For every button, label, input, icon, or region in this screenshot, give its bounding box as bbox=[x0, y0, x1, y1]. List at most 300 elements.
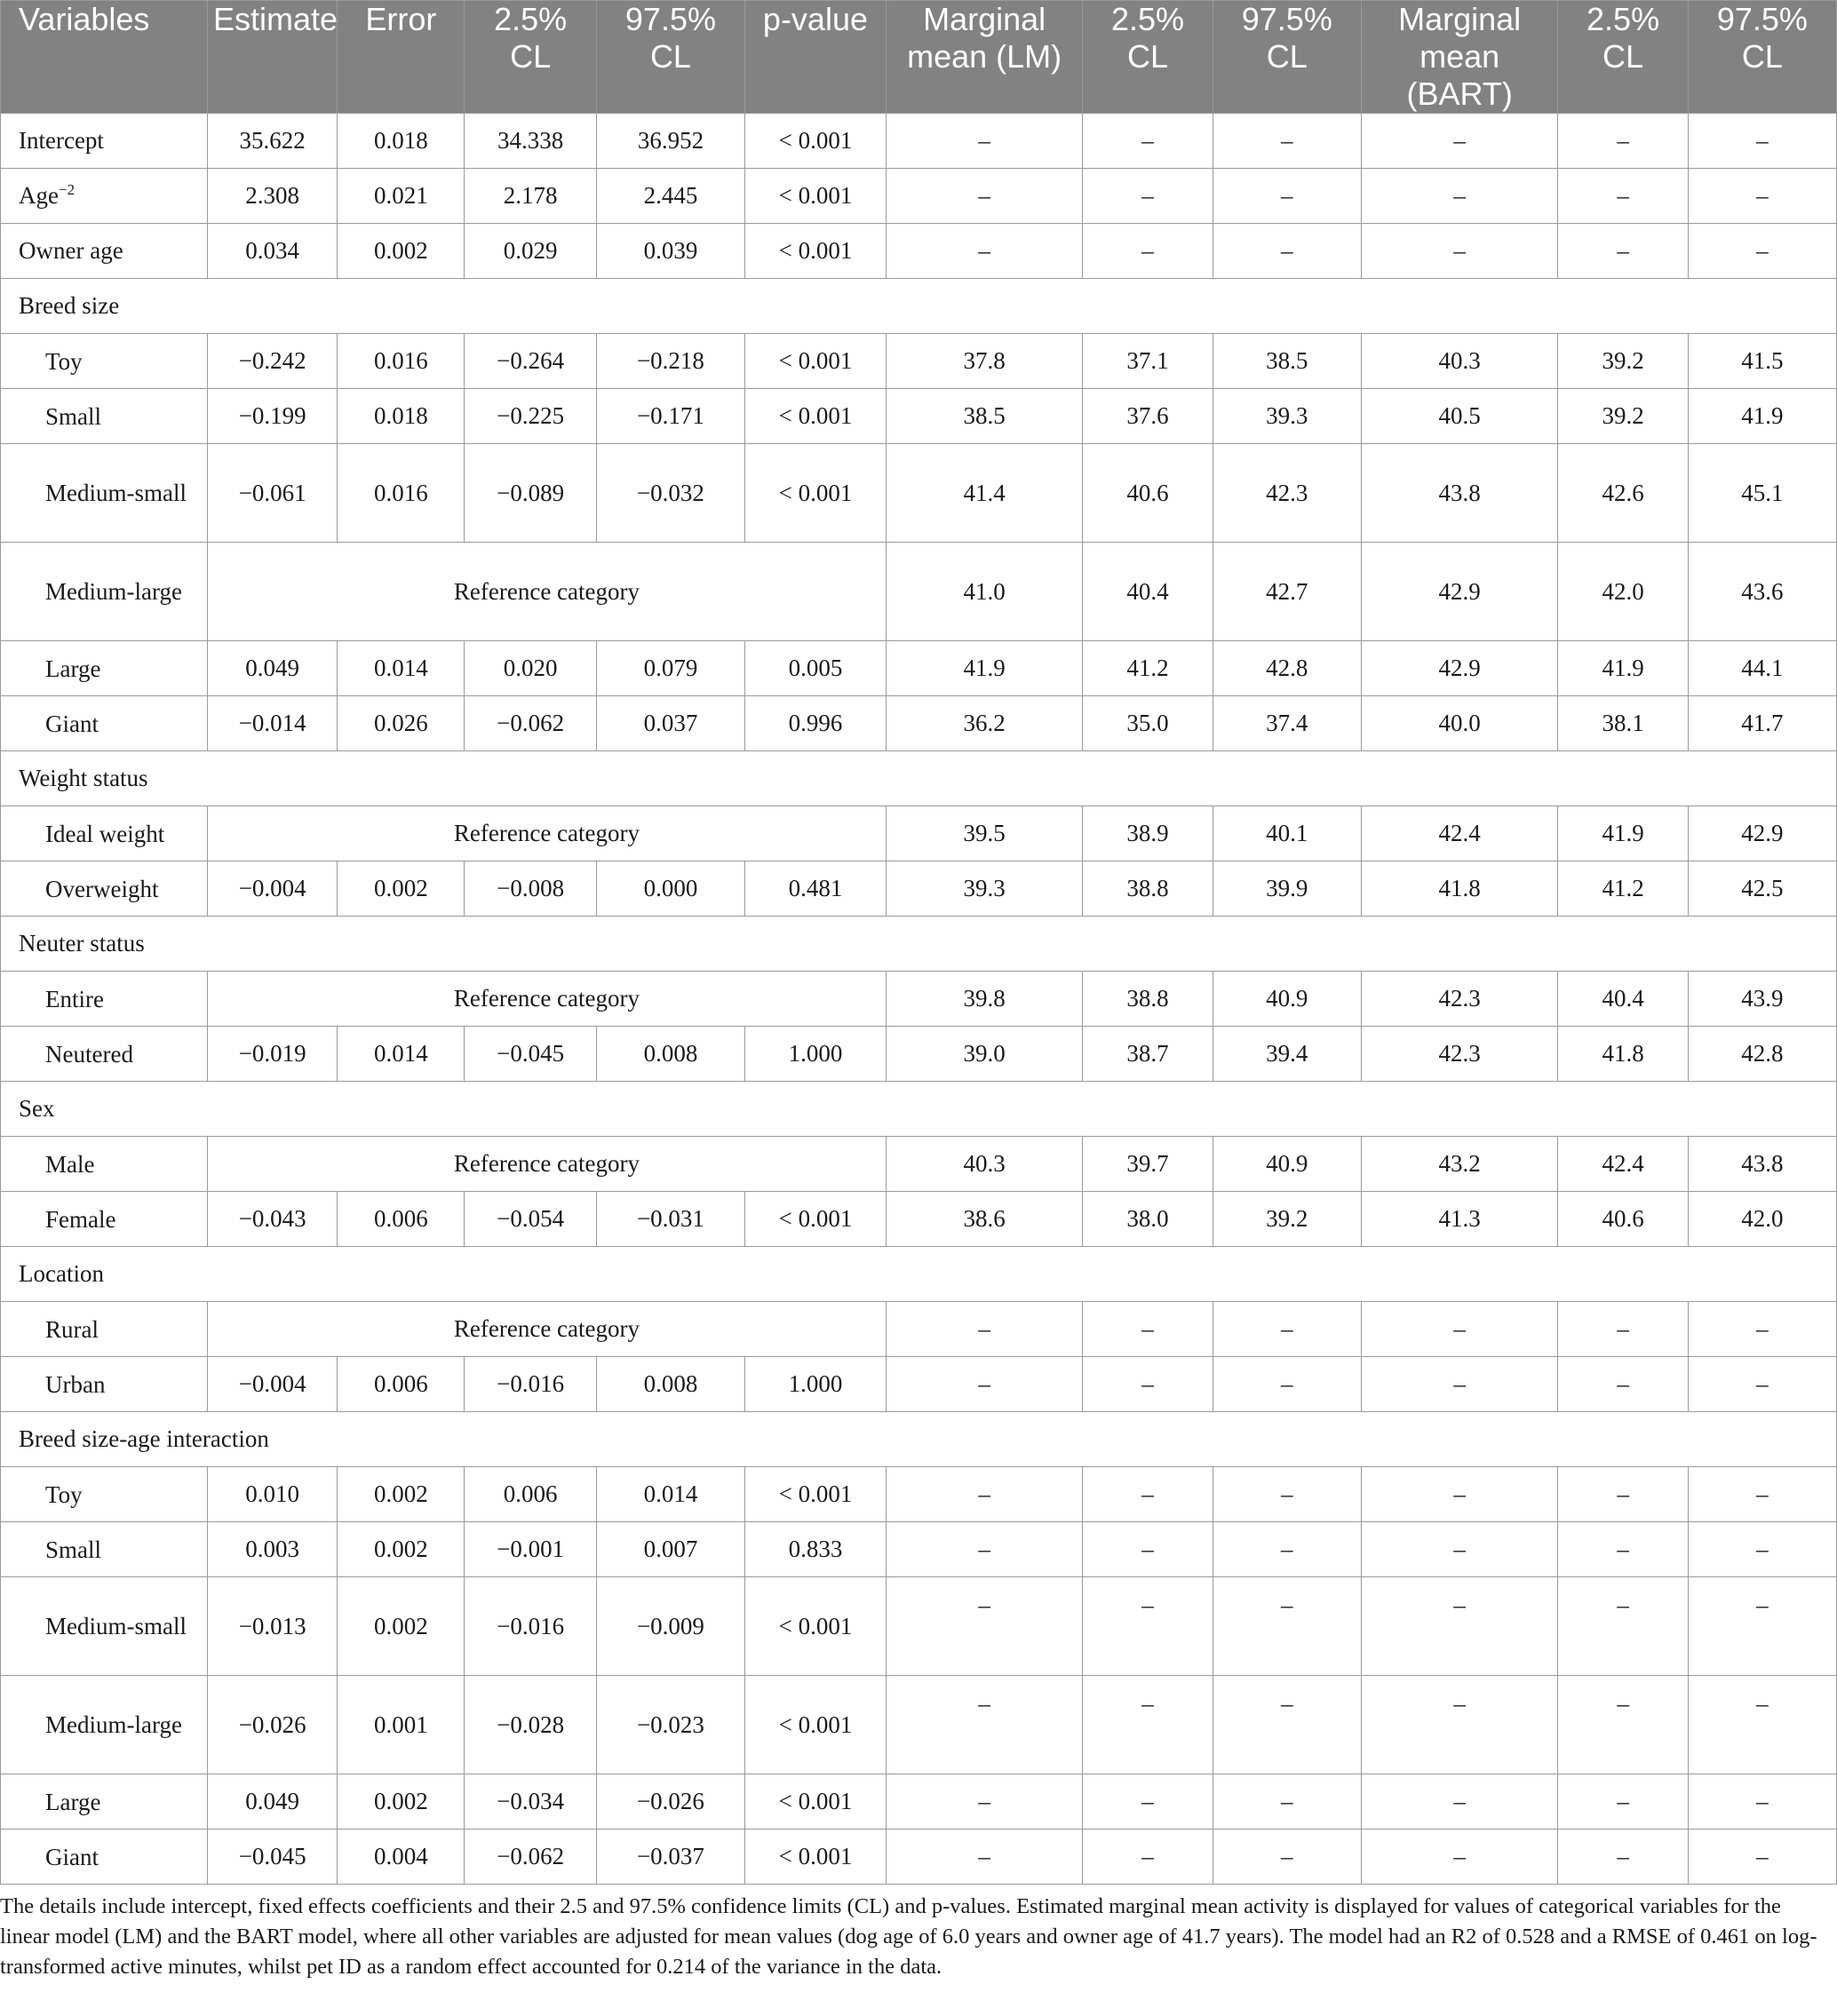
value-cell: 44.1 bbox=[1688, 641, 1836, 696]
reference-category-cell: Reference category bbox=[208, 1302, 887, 1357]
row-label bbox=[1, 224, 208, 279]
value-cell: 41.8 bbox=[1558, 1027, 1688, 1082]
value-cell: – bbox=[1558, 1774, 1688, 1829]
value-cell: – bbox=[1558, 1829, 1688, 1885]
value-cell: 0.002 bbox=[338, 1467, 465, 1522]
table-row bbox=[1, 1302, 1837, 1357]
reference-category-cell: Reference category bbox=[208, 972, 887, 1027]
value-cell: 40.6 bbox=[1083, 444, 1213, 543]
table-row bbox=[1, 1192, 1837, 1247]
value-cell: −0.037 bbox=[596, 1829, 744, 1885]
value-cell: 0.000 bbox=[596, 861, 744, 917]
section-row bbox=[1, 1412, 1837, 1467]
value-cell: −0.032 bbox=[596, 444, 744, 543]
value-cell: 0.001 bbox=[338, 1676, 465, 1774]
value-cell: – bbox=[1361, 224, 1558, 279]
value-cell: < 0.001 bbox=[745, 1774, 887, 1829]
value-cell: −0.008 bbox=[465, 861, 596, 917]
value-cell: 41.9 bbox=[1688, 389, 1836, 444]
value-cell: 37.1 bbox=[1083, 334, 1213, 389]
value-cell: 0.018 bbox=[338, 114, 465, 169]
value-cell: 1.000 bbox=[745, 1027, 887, 1082]
value-cell: −0.218 bbox=[596, 334, 744, 389]
value-cell: – bbox=[1558, 1577, 1688, 1676]
header-estimate: Estimate bbox=[208, 1, 338, 114]
value-cell: 38.8 bbox=[1083, 861, 1213, 917]
value-cell: 0.079 bbox=[596, 641, 744, 696]
value-cell: 39.2 bbox=[1558, 389, 1688, 444]
value-cell: < 0.001 bbox=[745, 1467, 887, 1522]
value-cell: – bbox=[886, 1522, 1083, 1577]
value-cell: – bbox=[886, 1829, 1083, 1885]
value-cell: 41.7 bbox=[1688, 696, 1836, 751]
value-cell: – bbox=[1213, 1774, 1361, 1829]
header-error: Error bbox=[338, 1, 465, 114]
value-cell: 42.8 bbox=[1213, 641, 1361, 696]
table-row bbox=[1, 334, 1837, 389]
row-label bbox=[1, 972, 208, 1027]
table-row bbox=[1, 543, 1837, 641]
header-row bbox=[1, 1, 1837, 114]
header-lower-cl: 2.5% CL bbox=[465, 1, 596, 114]
table-row bbox=[1, 444, 1837, 543]
row-label-text: Toy bbox=[45, 1480, 83, 1508]
row-label-text: Small bbox=[45, 1536, 102, 1563]
value-cell: – bbox=[1558, 1467, 1688, 1522]
table-row bbox=[1, 1774, 1837, 1829]
value-cell: – bbox=[1361, 1577, 1558, 1676]
value-cell: 40.0 bbox=[1361, 696, 1558, 751]
value-cell: – bbox=[1361, 1522, 1558, 1577]
value-cell: – bbox=[1213, 1577, 1361, 1676]
value-cell: −0.045 bbox=[465, 1027, 596, 1082]
value-cell: – bbox=[1558, 1522, 1688, 1577]
value-cell: 40.5 bbox=[1361, 389, 1558, 444]
table-header bbox=[1, 1, 1837, 114]
row-label-text: Giant bbox=[45, 710, 99, 737]
value-cell: 39.0 bbox=[886, 1027, 1083, 1082]
value-cell: – bbox=[1083, 1577, 1213, 1676]
value-cell: – bbox=[1213, 1357, 1361, 1412]
row-label bbox=[1, 444, 208, 543]
value-cell: 0.004 bbox=[338, 1829, 465, 1885]
value-cell: – bbox=[1361, 169, 1558, 224]
row-label bbox=[1, 114, 208, 169]
value-cell: 0.005 bbox=[745, 641, 887, 696]
header-upper-cl: 97.5% CL bbox=[596, 1, 744, 114]
value-cell: – bbox=[886, 1357, 1083, 1412]
row-label-superscript: −2 bbox=[58, 181, 76, 198]
value-cell: – bbox=[1558, 114, 1688, 169]
value-cell: – bbox=[1083, 169, 1213, 224]
section-label: Breed size bbox=[1, 279, 1837, 334]
value-cell: – bbox=[1688, 114, 1836, 169]
value-cell: < 0.001 bbox=[745, 1192, 887, 1247]
value-cell: 0.016 bbox=[338, 334, 465, 389]
value-cell: 42.0 bbox=[1558, 543, 1688, 641]
value-cell: 41.2 bbox=[1083, 641, 1213, 696]
value-cell: – bbox=[1083, 1467, 1213, 1522]
value-cell: 43.8 bbox=[1688, 1137, 1836, 1192]
row-label bbox=[1, 1357, 208, 1412]
value-cell: 0.002 bbox=[338, 1522, 465, 1577]
row-label bbox=[1, 1774, 208, 1829]
row-label-text: Medium-small bbox=[45, 480, 187, 506]
value-cell: 0.002 bbox=[338, 1774, 465, 1829]
value-cell: 38.1 bbox=[1558, 696, 1688, 751]
row-label-text: Ideal weight bbox=[45, 820, 165, 847]
value-cell: – bbox=[1083, 1357, 1213, 1412]
value-cell: 40.1 bbox=[1213, 806, 1361, 861]
value-cell: – bbox=[886, 1676, 1083, 1774]
value-cell: −0.264 bbox=[465, 334, 596, 389]
value-cell: 36.2 bbox=[886, 696, 1083, 751]
value-cell: 39.9 bbox=[1213, 861, 1361, 917]
row-label bbox=[1, 1027, 208, 1082]
value-cell: 0.006 bbox=[465, 1467, 596, 1522]
row-label bbox=[1, 1676, 208, 1774]
value-cell: < 0.001 bbox=[745, 1676, 887, 1774]
row-label bbox=[1, 389, 208, 444]
value-cell: – bbox=[1083, 114, 1213, 169]
value-cell: 40.9 bbox=[1213, 972, 1361, 1027]
header-lm-lower-cl: 2.5% CL bbox=[1083, 1, 1213, 114]
row-label bbox=[1, 696, 208, 751]
value-cell: 0.006 bbox=[338, 1192, 465, 1247]
value-cell: −0.062 bbox=[465, 696, 596, 751]
value-cell: 41.8 bbox=[1361, 861, 1558, 917]
row-label bbox=[1, 334, 208, 389]
value-cell: 42.0 bbox=[1688, 1192, 1836, 1247]
table-row bbox=[1, 696, 1837, 751]
section-label: Weight status bbox=[1, 751, 1837, 806]
value-cell: 0.020 bbox=[465, 641, 596, 696]
value-cell: – bbox=[1558, 224, 1688, 279]
value-cell: −0.019 bbox=[208, 1027, 338, 1082]
table-row bbox=[1, 1676, 1837, 1774]
value-cell: 2.445 bbox=[596, 169, 744, 224]
value-cell: – bbox=[1688, 1829, 1836, 1885]
value-cell: 41.9 bbox=[1558, 641, 1688, 696]
value-cell: 42.3 bbox=[1361, 1027, 1558, 1082]
value-cell: −0.026 bbox=[596, 1774, 744, 1829]
value-cell: – bbox=[1213, 1302, 1361, 1357]
value-cell: 40.9 bbox=[1213, 1137, 1361, 1192]
value-cell: – bbox=[1213, 1522, 1361, 1577]
value-cell: 0.002 bbox=[338, 861, 465, 917]
value-cell: – bbox=[1213, 169, 1361, 224]
row-label bbox=[1, 1522, 208, 1577]
value-cell: −0.043 bbox=[208, 1192, 338, 1247]
value-cell: 0.006 bbox=[338, 1357, 465, 1412]
value-cell: – bbox=[1688, 1302, 1836, 1357]
value-cell: −0.054 bbox=[465, 1192, 596, 1247]
value-cell: 39.3 bbox=[886, 861, 1083, 917]
value-cell: 38.7 bbox=[1083, 1027, 1213, 1082]
value-cell: 40.4 bbox=[1558, 972, 1688, 1027]
value-cell: – bbox=[886, 224, 1083, 279]
header-marginal-mean-bart: Marginal mean (BART) bbox=[1361, 1, 1558, 114]
value-cell: −0.026 bbox=[208, 1676, 338, 1774]
table-row bbox=[1, 972, 1837, 1027]
table-row bbox=[1, 114, 1837, 169]
value-cell: 0.996 bbox=[745, 696, 887, 751]
table-caption: The details include intercept, fixed effects coefficients and their 2.5 and 97.5% confidence limits (CL) and p-values. Estimated marginal mean activity is displayed for values of categorical variables for the linear model (LM) and the BART model, where all other variables are adjusted for mean values (dog age of 6.0 years and owner age of 41.7 years). The model had an R2 of 0.528 and a RMSE of 0.461 on log-transformed active minutes, whilst pet ID as a random effect accounted for 0.214 of the variance in the data. bbox=[0, 1894, 1817, 1979]
value-cell: 39.7 bbox=[1083, 1137, 1213, 1192]
row-label-text: Overweight bbox=[45, 875, 159, 902]
value-cell: 41.5 bbox=[1688, 334, 1836, 389]
row-label-text: Giant bbox=[45, 1843, 99, 1870]
table-row bbox=[1, 1357, 1837, 1412]
row-label-text: Female bbox=[45, 1205, 116, 1233]
value-cell: 1.000 bbox=[745, 1357, 887, 1412]
value-cell: 42.7 bbox=[1213, 543, 1361, 641]
value-cell: 42.9 bbox=[1361, 641, 1558, 696]
value-cell: – bbox=[1688, 1676, 1836, 1774]
value-cell: 42.4 bbox=[1558, 1137, 1688, 1192]
value-cell: 0.021 bbox=[338, 169, 465, 224]
row-label-text: Medium-large bbox=[45, 1711, 182, 1738]
value-cell: 35.0 bbox=[1083, 696, 1213, 751]
value-cell: < 0.001 bbox=[745, 444, 887, 543]
value-cell: 0.481 bbox=[745, 861, 887, 917]
value-cell: 39.4 bbox=[1213, 1027, 1361, 1082]
value-cell: 40.3 bbox=[886, 1137, 1083, 1192]
value-cell: 41.3 bbox=[1361, 1192, 1558, 1247]
row-label-text: Intercept bbox=[19, 127, 104, 154]
row-label-text: Medium-small bbox=[45, 1613, 187, 1639]
table-row bbox=[1, 1027, 1837, 1082]
value-cell: – bbox=[1361, 1829, 1558, 1885]
value-cell: 0.049 bbox=[208, 641, 338, 696]
value-cell: – bbox=[886, 114, 1083, 169]
value-cell: < 0.001 bbox=[745, 389, 887, 444]
value-cell: −0.009 bbox=[596, 1577, 744, 1676]
value-cell: – bbox=[1688, 1522, 1836, 1577]
value-cell: −0.016 bbox=[465, 1357, 596, 1412]
value-cell: – bbox=[1688, 224, 1836, 279]
row-label-text: Age bbox=[19, 182, 59, 209]
value-cell: 39.8 bbox=[886, 972, 1083, 1027]
value-cell: 37.6 bbox=[1083, 389, 1213, 444]
value-cell: – bbox=[1361, 1467, 1558, 1522]
table-row bbox=[1, 1829, 1837, 1885]
value-cell: – bbox=[1083, 1774, 1213, 1829]
row-label-text: Rural bbox=[45, 1315, 99, 1343]
header-bart-lower-cl: 2.5% CL bbox=[1558, 1, 1688, 114]
value-cell: 42.3 bbox=[1213, 444, 1361, 543]
value-cell: – bbox=[886, 1774, 1083, 1829]
value-cell: −0.045 bbox=[208, 1829, 338, 1885]
value-cell: – bbox=[1558, 169, 1688, 224]
value-cell: 38.9 bbox=[1083, 806, 1213, 861]
header-marginal-mean-lm: Marginal mean (LM) bbox=[886, 1, 1083, 114]
value-cell: −0.242 bbox=[208, 334, 338, 389]
value-cell: 0.016 bbox=[338, 444, 465, 543]
value-cell: 0.037 bbox=[596, 696, 744, 751]
row-label-text: Large bbox=[45, 1788, 101, 1815]
value-cell: – bbox=[1361, 1357, 1558, 1412]
row-label bbox=[1, 806, 208, 861]
table-row bbox=[1, 1467, 1837, 1522]
value-cell: −0.028 bbox=[465, 1676, 596, 1774]
value-cell: 39.2 bbox=[1213, 1192, 1361, 1247]
value-cell: −0.171 bbox=[596, 389, 744, 444]
section-row bbox=[1, 751, 1837, 806]
header-lm-upper-cl: 97.5% CL bbox=[1213, 1, 1361, 114]
value-cell: −0.014 bbox=[208, 696, 338, 751]
value-cell: −0.199 bbox=[208, 389, 338, 444]
table-row bbox=[1, 389, 1837, 444]
value-cell: – bbox=[1361, 1302, 1558, 1357]
value-cell: 41.9 bbox=[1558, 806, 1688, 861]
value-cell: 43.9 bbox=[1688, 972, 1836, 1027]
value-cell: 37.8 bbox=[886, 334, 1083, 389]
value-cell: – bbox=[1688, 1467, 1836, 1522]
reference-category-cell: Reference category bbox=[208, 806, 887, 861]
value-cell: 43.6 bbox=[1688, 543, 1836, 641]
value-cell: 42.3 bbox=[1361, 972, 1558, 1027]
table-row bbox=[1, 1522, 1837, 1577]
value-cell: 40.3 bbox=[1361, 334, 1558, 389]
header-variables: Variables bbox=[1, 1, 208, 114]
value-cell: 42.9 bbox=[1688, 806, 1836, 861]
value-cell: – bbox=[1213, 1467, 1361, 1522]
value-cell: – bbox=[1083, 1302, 1213, 1357]
value-cell: −0.034 bbox=[465, 1774, 596, 1829]
value-cell: – bbox=[1213, 1676, 1361, 1774]
value-cell: 2.178 bbox=[465, 169, 596, 224]
value-cell: −0.001 bbox=[465, 1522, 596, 1577]
value-cell: 38.6 bbox=[886, 1192, 1083, 1247]
value-cell: 42.9 bbox=[1361, 543, 1558, 641]
value-cell: – bbox=[1213, 1829, 1361, 1885]
value-cell: 0.007 bbox=[596, 1522, 744, 1577]
value-cell: 41.4 bbox=[886, 444, 1083, 543]
row-label-text: Urban bbox=[45, 1370, 106, 1398]
row-label-text: Owner age bbox=[19, 237, 123, 264]
value-cell: – bbox=[886, 169, 1083, 224]
value-cell: < 0.001 bbox=[745, 1577, 887, 1676]
row-label bbox=[1, 1577, 208, 1676]
value-cell: < 0.001 bbox=[745, 334, 887, 389]
row-label bbox=[1, 1192, 208, 1247]
section-row bbox=[1, 917, 1837, 972]
value-cell: – bbox=[1083, 1522, 1213, 1577]
value-cell: – bbox=[1361, 1676, 1558, 1774]
value-cell: 38.5 bbox=[1213, 334, 1361, 389]
header-bart-upper-cl: 97.5% CL bbox=[1688, 1, 1836, 114]
table-body bbox=[1, 114, 1837, 1885]
value-cell: 43.2 bbox=[1361, 1137, 1558, 1192]
value-cell: 0.034 bbox=[208, 224, 338, 279]
section-label: Location bbox=[1, 1247, 1837, 1302]
value-cell: 42.6 bbox=[1558, 444, 1688, 543]
value-cell: −0.061 bbox=[208, 444, 338, 543]
table-row bbox=[1, 1137, 1837, 1192]
header-p-value: p-value bbox=[745, 1, 887, 114]
table-row bbox=[1, 169, 1837, 224]
value-cell: 39.5 bbox=[886, 806, 1083, 861]
value-cell: – bbox=[886, 1302, 1083, 1357]
section-row bbox=[1, 1082, 1837, 1137]
row-label-text: Toy bbox=[45, 347, 83, 375]
section-label: Neuter status bbox=[1, 917, 1837, 972]
value-cell: < 0.001 bbox=[745, 114, 887, 169]
section-row bbox=[1, 279, 1837, 334]
value-cell: – bbox=[1361, 114, 1558, 169]
value-cell: – bbox=[1083, 224, 1213, 279]
value-cell: 0.002 bbox=[338, 224, 465, 279]
value-cell: 38.5 bbox=[886, 389, 1083, 444]
row-label-text: Neutered bbox=[45, 1040, 133, 1068]
value-cell: −0.023 bbox=[596, 1676, 744, 1774]
row-label bbox=[1, 169, 208, 224]
value-cell: −0.062 bbox=[465, 1829, 596, 1885]
value-cell: 35.622 bbox=[208, 114, 338, 169]
value-cell: – bbox=[1558, 1357, 1688, 1412]
value-cell: 0.003 bbox=[208, 1522, 338, 1577]
value-cell: 0.014 bbox=[338, 1027, 465, 1082]
value-cell: 0.029 bbox=[465, 224, 596, 279]
value-cell: 0.049 bbox=[208, 1774, 338, 1829]
value-cell: 0.008 bbox=[596, 1027, 744, 1082]
value-cell: < 0.001 bbox=[745, 169, 887, 224]
value-cell: 0.002 bbox=[338, 1577, 465, 1676]
value-cell: 41.2 bbox=[1558, 861, 1688, 917]
value-cell: −0.004 bbox=[208, 1357, 338, 1412]
reference-category-cell: Reference category bbox=[208, 543, 887, 641]
value-cell: – bbox=[1213, 114, 1361, 169]
row-label-text: Small bbox=[45, 402, 102, 430]
section-label: Sex bbox=[1, 1082, 1837, 1137]
value-cell: 0.018 bbox=[338, 389, 465, 444]
value-cell: −0.225 bbox=[465, 389, 596, 444]
value-cell: −0.013 bbox=[208, 1577, 338, 1676]
row-label bbox=[1, 1467, 208, 1522]
value-cell: 0.010 bbox=[208, 1467, 338, 1522]
value-cell: 34.338 bbox=[465, 114, 596, 169]
value-cell: – bbox=[1083, 1676, 1213, 1774]
value-cell: – bbox=[1688, 1357, 1836, 1412]
value-cell: −0.004 bbox=[208, 861, 338, 917]
value-cell: −0.031 bbox=[596, 1192, 744, 1247]
row-label bbox=[1, 1829, 208, 1885]
row-label bbox=[1, 1137, 208, 1192]
value-cell: – bbox=[1361, 1774, 1558, 1829]
value-cell: – bbox=[1213, 224, 1361, 279]
value-cell: 39.3 bbox=[1213, 389, 1361, 444]
table-row bbox=[1, 861, 1837, 917]
value-cell: 0.039 bbox=[596, 224, 744, 279]
value-cell: 41.9 bbox=[886, 641, 1083, 696]
value-cell: 0.833 bbox=[745, 1522, 887, 1577]
table-row bbox=[1, 224, 1837, 279]
table-row bbox=[1, 806, 1837, 861]
table-row bbox=[1, 641, 1837, 696]
value-cell: – bbox=[1688, 169, 1836, 224]
value-cell: 42.8 bbox=[1688, 1027, 1836, 1082]
row-label bbox=[1, 543, 208, 641]
value-cell: 41.0 bbox=[886, 543, 1083, 641]
value-cell: < 0.001 bbox=[745, 224, 887, 279]
row-label-text: Large bbox=[45, 655, 101, 682]
value-cell: 0.014 bbox=[596, 1467, 744, 1522]
table-row bbox=[1, 1577, 1837, 1676]
value-cell: 0.014 bbox=[338, 641, 465, 696]
value-cell: −0.016 bbox=[465, 1577, 596, 1676]
value-cell: 40.6 bbox=[1558, 1192, 1688, 1247]
